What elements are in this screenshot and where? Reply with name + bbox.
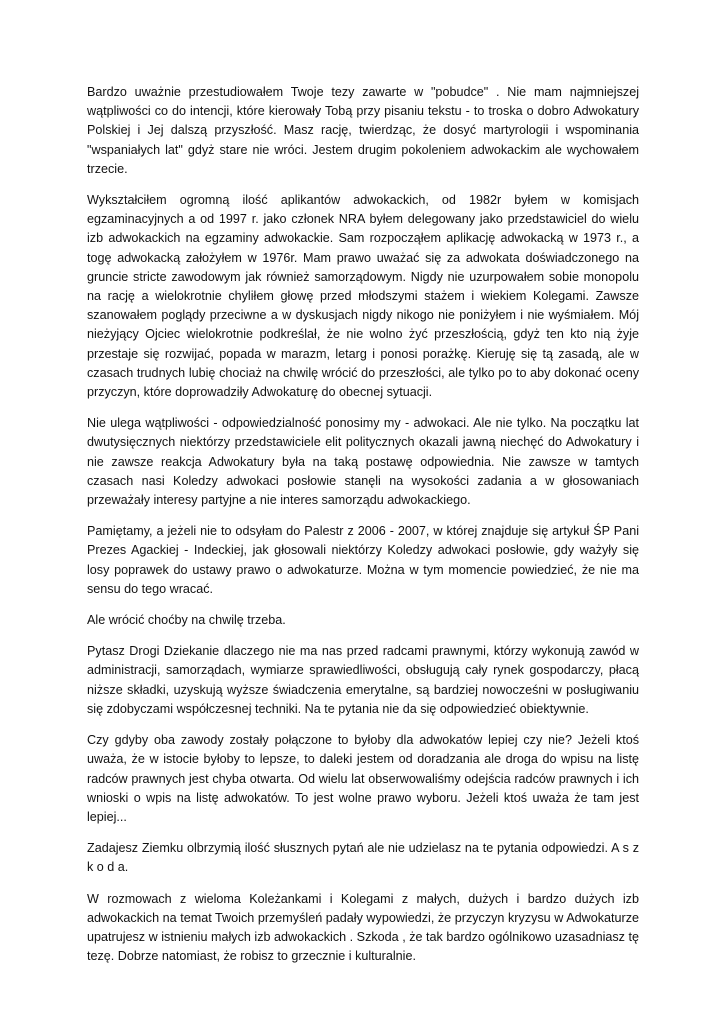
paragraph-radcy: Pytasz Drogi Dziekanie dlaczego nie ma nas przed radcami prawnymi, którzy wykonują zawód w administracji, samorządach, wymiarze sprawiedliwości, obsługują cały rynek gospodarczy, płacą niższe składki, uzyskują wyższe świadczenia emerytalne, są bardziej nowocześni w posługiwaniu się zdobyczami współczesnej techniki. Na te pytania nie da się odpowiedzieć obiektywnie. xyxy=(87,644,639,716)
paragraph-questions: Zadajesz Ziemku olbrzymią ilość słusznych pytań ale nie udzielasz na te pytania odpowiedzi. A s z k o d a. xyxy=(87,841,639,875)
paragraph-palestra: Pamiętamy, a jeżeli nie to odsyłam do Palestr z 2006 - 2007, w której znajduje się artykuł ŚP Pani Prezes Agackiej - Indeckiej, jak głosowali niektórzy Koledzy adwokaci posłowie, gdy ważyły się losy poprawek do ustawy prawo o adwokaturze. Można w tym momencie powiedzieć, że nie ma sensu do tego wracać. xyxy=(87,524,639,596)
paragraph-return: Ale wrócić choćby na chwilę trzeba. xyxy=(87,613,286,628)
paragraph-merger: Czy gdyby oba zawody zostały połączone to byłoby dla adwokatów lepiej czy nie? Jeżeli ktoś uważa, że w istocie byłoby to lepsze, to daleki jestem od doradzania ale droga do wpisu na listę radców prawnych jest chyba otwarta. Od wielu lat obserwowaliśmy odejścia radców prawnych i ich wnioski o wpis na listę adwokatów. To jest wolne prawo wyboru. Jeżeli ktoś uważa że tam jest lepiej... xyxy=(87,733,639,824)
paragraph-experience: Wykształciłem ogromną ilość aplikantów adwokackich, od 1982r byłem w komisjach egzaminacyjnych a od 1997 r. jako członek NRA byłem delegowany jako przedstawiciel do wielu izb adwokackich na egzaminy adwokackie. Sam rozpocząłem aplikację adwokacką w 1973 r., a togę adwokacką założyłem w 1976r. Mam prawo uważać się za adwokata doświadczonego na gruncie stricte zawodowym jak również samorządowym. Nigdy nie uzurpowałem sobie monopolu na rację a wielokrotnie chyliłem głowę przed młodszymi stażem i wiekiem Kolegami. Zawsze szanowałem poglądy przeciwne a w dyskusjach nigdy nikogo nie poniżyłem i nie wyśmiałem. Mój nieżyjący Ojciec wielokrotnie podkreślał, że nie wolno żyć przeszłością, gdyż ten kto nią żyje przestaje się rozwijać, popada w marazm, letarg i ponosi porażkę. Kieruję się tą zasadą, ale w czasach trudnych lubię chociaż na chwilę wrócić do przeszłości, ale tylko po to aby dokonać oceny przyczyn, które doprowadziły Adwokaturę do obecnej sytuacji. xyxy=(87,193,639,400)
paragraph-intro: Bardzo uważnie przestudiowałem Twoje tezy zawarte w "pobudce" . Nie mam najmniejszej wątpliwości co do intencji, które kierowały Tobą przy pisaniu tekstu - to troska o dobro Adwokatury Polskiej i Jej dalszą przyszłość. Masz rację, twierdząc, że dosyć martyrologii i wspominania "wspaniałych lat" gdyż stare nie wróci. Jestem drugim pokoleniem adwokackim ale wychowałem trzecie. xyxy=(87,85,639,176)
paragraph-small-chambers: W rozmowach z wieloma Koleżankami i Kolegami z małych, dużych i bardzo dużych izb adwokackich na temat Twoich przemyśleń padały wypowiedzi, że przyczyn kryzysu w Adwokaturze upatrujesz w istnieniu małych izb adwokackich . Szkoda , że tak bardzo ogólnikowo uzasadniasz tę tezę. Dobrze natomiast, że robisz to grzecznie i kulturalnie. xyxy=(87,891,639,964)
paragraph-responsibility: Nie ulega wątpliwości - odpowiedzialność ponosimy my - adwokaci. Ale nie tylko. Na początku lat dwutysięcznych niektórzy przedstawiciele elit politycznych okazali jawną niechęć do Adwokatury i nie zawsze reakcja Adwokatury była na taką postawę odpowiednia. Nie zawsze w tamtych czasach nasi Koledzy adwokaci posłowie stanęli na wysokości zadania a w głosowaniach przeważały interesy partyjne a nie interes samorządu adwokackiego. xyxy=(87,416,639,508)
letter-body xyxy=(87,83,639,966)
